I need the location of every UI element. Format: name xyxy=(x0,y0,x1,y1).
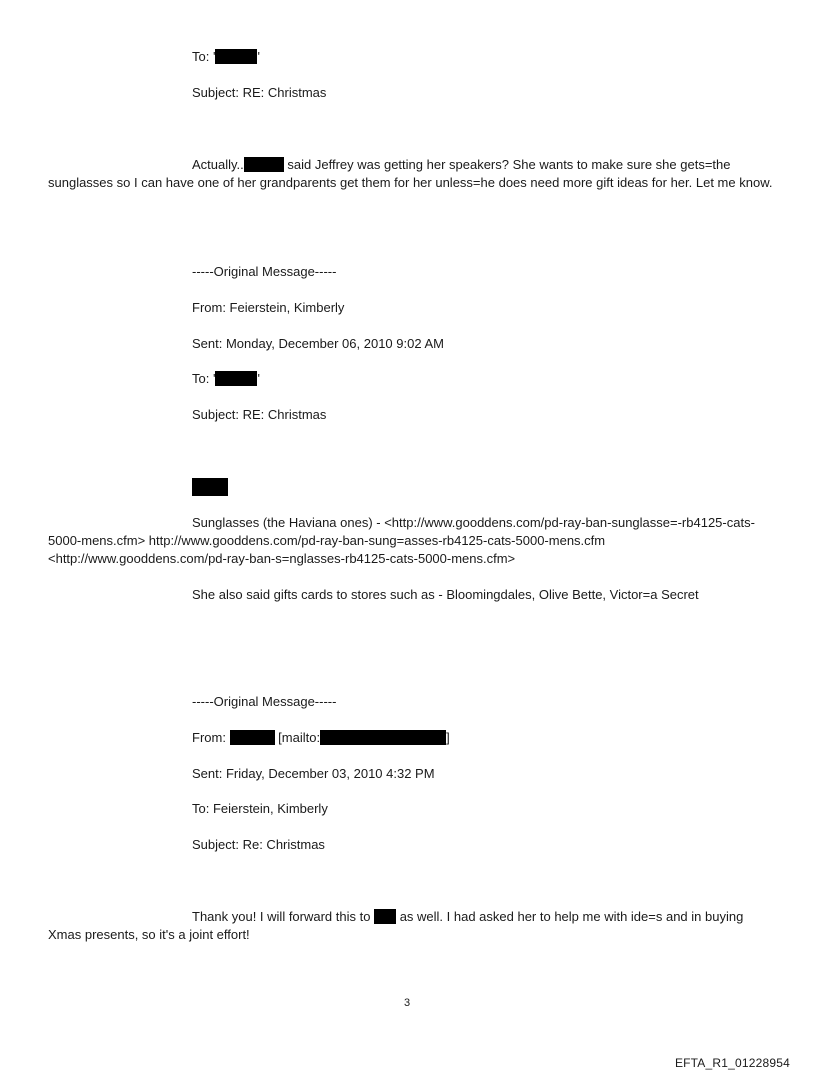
subject-line-1: Subject: RE: Christmas xyxy=(192,85,327,100)
redaction-box xyxy=(374,909,396,924)
to-label: To: ' xyxy=(192,49,216,64)
subject-line-2: Subject: RE: Christmas xyxy=(192,407,327,422)
to-tail: ' xyxy=(257,49,260,64)
reply-text-start: Actually.. xyxy=(192,157,244,172)
to-line-1 xyxy=(192,48,260,66)
to-line-3: To: Feierstein, Kimberly xyxy=(192,801,328,816)
redaction-box xyxy=(244,157,284,172)
mailto-label: [mailto: xyxy=(274,730,321,745)
original-message-header-2: -----Original Message----- xyxy=(192,694,337,709)
redaction-box xyxy=(215,371,260,386)
subject-line-3: Subject: Re: Christmas xyxy=(192,837,325,852)
from-line-1: From: Feierstein, Kimberly xyxy=(192,300,345,315)
from-label: From: xyxy=(192,730,230,745)
redaction-box xyxy=(215,49,260,64)
thanks-text-start: Thank you! I will forward this to xyxy=(192,909,375,924)
mailto-close: ] xyxy=(446,730,450,745)
sent-line-2: Sent: Friday, December 03, 2010 4:32 PM xyxy=(192,766,435,781)
sunglasses-paragraph: Sunglasses (the Haviana ones) - <http://www.gooddens.com/pd-ray-ban-sunglasse=-rb4125-cats-5000-mens.cfm> http://www.gooddens.com/pd-ray-ban-sung=asses-rb4125-cats-5000-mens.cfm <http://www.gooddens.com/pd-ray-ban-s=nglasses-rb4125-cats-5000-mens.cfm> xyxy=(48,515,755,566)
redaction-box xyxy=(192,478,228,496)
reply-paragraph xyxy=(48,156,778,192)
reply-text-end: said Jeffrey was getting her speakers? She wants to make sure she gets=the sunglasses so I can have one of her grandparents get them for her unless=he does need more gift ideas for her. Let me know. xyxy=(48,157,773,190)
to-tail: ' xyxy=(257,371,260,386)
redaction-box xyxy=(230,730,275,745)
document-id: EFTA_R1_01228954 xyxy=(674,1056,790,1070)
page-number: 3 xyxy=(404,997,411,1009)
to-label: To: ' xyxy=(192,371,216,386)
original-message-header-1: -----Original Message----- xyxy=(192,264,337,279)
thanks-paragraph xyxy=(48,908,778,944)
redaction-box xyxy=(320,730,446,745)
gift-cards-line: She also said gifts cards to stores such as - Bloomingdales, Olive Bette, Victor=a Secret xyxy=(192,587,699,602)
sent-line-1: Sent: Monday, December 06, 2010 9:02 AM xyxy=(192,336,444,351)
to-line-2 xyxy=(192,370,260,388)
from-line-2 xyxy=(192,729,450,747)
thanks-text-end: as well. I had asked her to help me with ide=s and in buying Xmas presents, so it's a joint effort! xyxy=(48,909,744,942)
